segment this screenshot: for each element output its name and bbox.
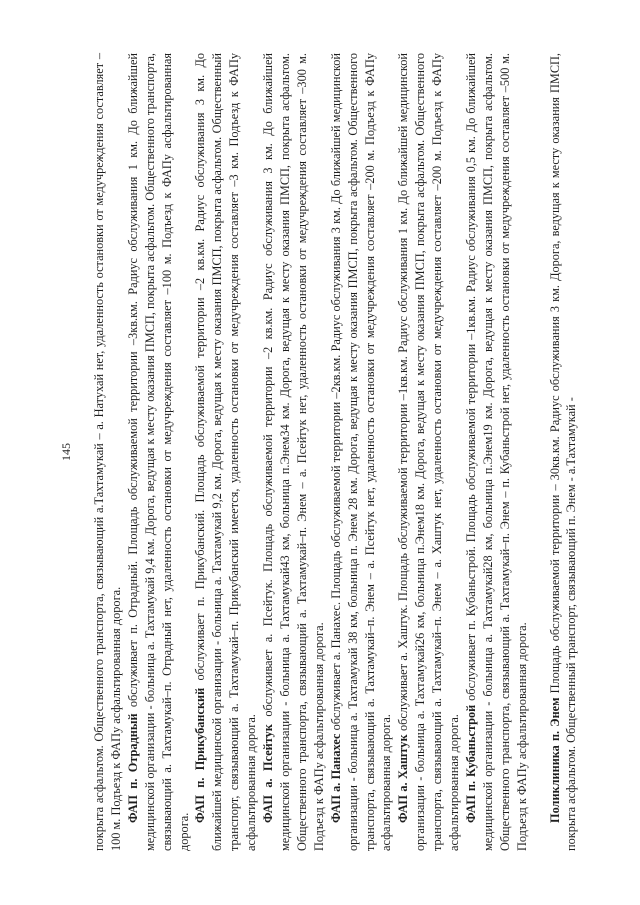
paragraph-lead: ФАП п. Кубаньстрой: [463, 704, 478, 823]
paragraph-lead: ФАП а. Псейтук: [261, 724, 276, 823]
paragraph-text: обслуживает п. Кубаньстрой. Площадь обслуживаемой территории –1кв.км. Радиус обслуживания 0,5 км. До ближайшей медицинской организации - больница а. Тахтамукай28 км, больница п.Энем19 км. Дорога, ведущая к месту оказания ПМСП, покрыта асфальтом. Общественного транспорта, связывающий а. Тахтамукай–п. Энем – п. Кубаньстрой нет, удаленность остановки от медучреждения составляет –500 м. Подъезд к ФАПу асфальтированная дорога.: [463, 53, 529, 851]
paragraph-lead: ФАП а. Панахес: [328, 733, 343, 823]
paragraph-polyclinic-enem: [547, 53, 581, 851]
paragraph-fap-kubanstroy: [463, 53, 531, 851]
paragraph-fap-panakhes: [328, 53, 396, 851]
paragraph-fap-khashtuk: [395, 53, 463, 851]
paragraph-lead: ФАП п. Прикубанский: [193, 687, 208, 823]
paragraph-fap-prikubansky: [192, 53, 260, 851]
paragraph-text: Площадь обслуживаемой территории – 30кв.км. Радиус обслуживания 3 км. Дорога, ведущая к месту оказания ПМСП, покрыта асфальтом. Общественный транспорт, связывающий п. Энем - а.Тахтамукай -: [547, 53, 579, 851]
paragraph-text: обслуживает а. Псейтук. Площадь обслуживаемой территории –2 кв.км. Радиус обслуживания 3 км. До ближайшей медицинской организации - больница а. Тахтамукай43 км, больница п.Энем34 км. Дорога, ведущая к месту оказания ПМСП, покрыта асфальтом. Общественного транспорта, связывающий а. Тахтамукай–п. Энем – а. Псейтук нет, удаленность остановки от медучреждения составляет –300 м. Подъезд к ФАПу асфальтированная дорога.: [261, 53, 326, 851]
document-body: [91, 53, 585, 851]
paragraph-text: обслуживает а. Хаштук. Площадь обслуживаемой территории –1кв.км. Радиус обслуживания 1 км. До ближайшей медицинской организации - больница а. Тахтамукай26 км, больница п.Энем18 км. Дорога, ведущая к месту оказания ПМСП, покрыта асфальтом. Общественного транспорта, связывающий а. Тахтамукай–п. Энем – а. Хаштук нет, удаленность остановки от медучреждения составляет –200 м. Подъезд к ФАПу асфальтированная дорога.: [396, 53, 462, 851]
page-number: 145: [59, 443, 73, 461]
paragraph-lead: Поликлиника п. Энем: [547, 697, 562, 823]
paragraph-intro: [91, 53, 125, 851]
paragraph-fap-otradny: [125, 53, 193, 851]
paragraph-fap-pseytuk: [260, 53, 328, 851]
paragraph-text: покрыта асфальтом. Общественного транспорта, связывающий а.Тахтамукай – а. Натухай нет, удаленность остановки от медучреждения составляет –100 м. Подъезд к ФАПу асфальтированная дорога.: [92, 53, 123, 851]
paragraph-text: обслуживает а. Панахес. Площадь обслуживаемой территории –2кв.км. Радиус обслуживания 3 км. До ближайшей медицинской организации - больница а. Тахтамукай 38 км, больница п. Энем 28 км. Дорога, ведущая к месту оказания ПМСП, покрыта асфальтом. Общественного транспорта, связывающий а. Тахтамукай–п. Энем – а. Псейтук нет, удаленность остановки от медучреждения составляет –200 м. Подъезд к ФАПу асфальтированная дорога.: [328, 53, 394, 851]
paragraph-lead: ФАП а. Хаштук: [396, 734, 411, 823]
rotated-page: [55, 47, 585, 857]
paragraph-text: обслуживает п. Прикубанский. Площадь обслуживаемой территории –2 кв.км. Радиус обслуживания 3 км. До ближайшей медицинской организации - больница а. Тахтамукай 9,2 км. Дорога, ведущая к месту оказания ПМСП, покрыта асфальтом. Общественный транспорт, связывающий а. Тахтамукай–п. Прикубанский имеется, удаленность остановки от медучреждения составляет –3 км. Подъезд к ФАПу асфальтированная дорога.: [193, 53, 259, 851]
paragraph-text: обслуживает п. Отрадный. Площадь обслуживаемой территории –3кв.км. Радиус обслуживания 1 км. До ближайшей медицинской организации - больница а. Тахтамукай 9,4 км. Дорога, ведущая к месту оказания ПМСП, покрыта асфальтом. Общественного транспорта, связывающий а. Тахтамукай–п. Отрадный нет, удаленность остановки от медучреждения составляет –100 м. Подъезд к ФАПу асфальтированная дорога.: [125, 52, 191, 851]
paragraph-lead: ФАП п. Отрадный: [125, 713, 140, 823]
